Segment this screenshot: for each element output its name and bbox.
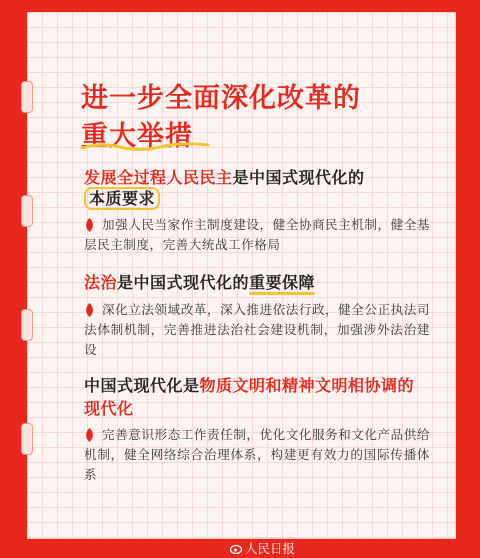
section-1-title-part-3: 本质要求	[84, 187, 160, 210]
section-1-title-part-1: 发展全过程人民民主	[84, 168, 233, 187]
section-2-title-part-3: 重要保障	[249, 273, 316, 292]
binder-tab	[22, 196, 32, 226]
section-2-title-part-1: 法治	[84, 273, 118, 292]
section-3-title-part-2: 物质文明和精神文明相协调的现代化	[84, 376, 415, 418]
section-1-title-part-2: 是中国式现代化的	[232, 168, 365, 187]
source-logo	[230, 539, 295, 557]
binder-tab	[22, 310, 32, 340]
section-3-title-part-1: 中国式现代化是	[84, 376, 200, 395]
section-1-title-line-2	[84, 186, 160, 209]
weibo-logo-icon	[230, 543, 243, 554]
binder-tab	[22, 424, 32, 454]
section-2-title	[84, 270, 315, 293]
section-2-body: 深化立法领域改革，深入推进依法行政，健全公正执法司法体制机制，完善推进法治社会建设机制，加强涉外法治建设	[84, 302, 430, 357]
source-logo-text: 人民日报	[245, 541, 296, 556]
section-2-title-part-2: 是中国式现代化的	[117, 273, 250, 292]
section-1-body: 加强人民当家作主制度建设，健全协商民主机制，健全基层民主制度，完善大统战工作格局	[84, 217, 430, 252]
section-3-title	[84, 374, 430, 420]
section-3-body: 完善意识形态工作责任制，优化文化服务和文化产品供给机制，健全网络综合治理体系，构建更有效力的国际传播体系	[84, 427, 430, 482]
binder-tab	[22, 82, 32, 112]
heading-underline-wave	[80, 140, 210, 152]
heading-line-1: 进一步全面深化改革的	[81, 83, 361, 114]
section-1-title	[84, 165, 365, 188]
heading-line-2: 重大举措	[81, 121, 193, 152]
